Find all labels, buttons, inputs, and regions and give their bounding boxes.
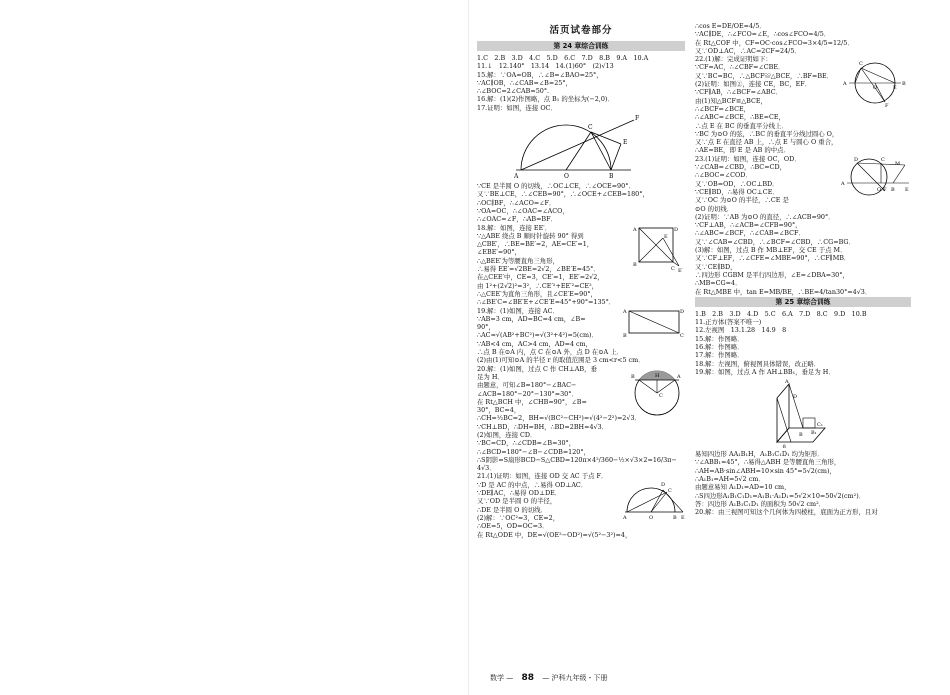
text-line: ∴A₁B₁=AH=5√2 cm． xyxy=(695,475,765,484)
text-line: 11.↓ 12.140° 13.14 14.(1)60° (2)√13 xyxy=(477,62,614,71)
svg-text:O: O xyxy=(877,186,882,193)
text-line: ∴∠BOC=∠COD． xyxy=(695,171,752,180)
text-line: (2)由(1)可知⊙A 的半径 r 的取值范围是 3 cm<r<5 cm． xyxy=(477,356,645,365)
svg-text:F: F xyxy=(635,115,640,123)
text-line: ∠EBE′=90°， xyxy=(477,248,521,257)
svg-text:F: F xyxy=(883,186,887,193)
text-line: 由题意易知 A₁D₁=AD=10 cm， xyxy=(695,483,791,492)
q18-figure xyxy=(633,224,685,274)
text-line: (2)证明：如图②，连接 CE，BC，EF． xyxy=(695,80,812,89)
svg-text:B: B xyxy=(799,432,803,439)
text-line: 又∵∠CAB=∠CBD，∴∠BCF=∠CBD，∴CG=BG． xyxy=(695,237,855,246)
svg-text:C: C xyxy=(680,332,684,339)
svg-text:F: F xyxy=(885,103,889,108)
q22-figure xyxy=(839,55,911,107)
text-line: 又∵OD⊥AC，∴AC=2CF=24/5． xyxy=(695,46,801,55)
chapter-25-bar: 第 25 章综合训练 xyxy=(695,297,911,307)
footer-subject: 数学 xyxy=(490,674,504,682)
right-column xyxy=(695,22,911,667)
svg-text:O: O xyxy=(564,173,569,181)
text-line: ∵CF⊥AB，∴∠ACB=∠CFB=90°， xyxy=(695,221,802,230)
page-footer: 数学 — 88 — 沪科九年级・下册 xyxy=(490,673,608,683)
text-line: 在△CEE′中，CE=3，CE′=1，EE′=2√2， xyxy=(477,273,604,282)
text-line: 又∵点 E 在直径 AB 上，∴点 E 与圆心 O 重合， xyxy=(695,138,838,147)
text-line: ∴CH=½BC=2，BH=√(BC²−CH²)=√(4²−2²)=2√3． xyxy=(477,414,641,423)
text-line: 11.正方体(答案不唯一) xyxy=(695,318,762,327)
text-line: ∵CH⊥BD，∴DH=BH，∴BD=2BH=4√3． xyxy=(477,422,609,431)
svg-text:B: B xyxy=(902,81,906,88)
section-title: 活页试卷部分 xyxy=(549,25,613,36)
text-line: ∵AC∥DE，∴∠FCO=∠E，∴cos∠FCO=4/5． xyxy=(695,30,831,39)
text-line: ∵AB<4 cm，AC>4 cm，AD=4 cm， xyxy=(477,339,593,348)
svg-text:D: D xyxy=(674,226,679,233)
text-line: 4√3． xyxy=(477,464,496,473)
text-line: ∴△BEE′为等腰直角三角形， xyxy=(477,256,559,265)
text-line: ∴点 E 在 BC 的垂直平分线上． xyxy=(695,121,788,130)
text-line: 由 1²+(2√2)²=3²，∴CE′²+EE′²=CE²， xyxy=(477,281,599,290)
text-line: 又∵OD 是半圆 O 的半径， xyxy=(477,497,557,506)
text-line: ∠ACB=180°−20°−130°=30°． xyxy=(477,389,578,398)
text-line: ∵∠CAB=∠CBD，∴BC=CD， xyxy=(695,163,786,172)
svg-text:A: A xyxy=(514,173,519,181)
text-line: ∵CE 是半圆 O 的切线，∴OC⊥CE，∴∠OCE=90°． xyxy=(477,182,635,191)
svg-text:E: E xyxy=(893,85,897,92)
text-line: (2)解：∵OC²=3，CE=2， xyxy=(477,513,560,522)
text-line: 12.左视图 13.1.28 14.9 8 xyxy=(695,326,787,335)
svg-text:C₁: C₁ xyxy=(817,422,823,429)
text-line: 30°，BC=4， xyxy=(477,406,521,415)
q17-figure xyxy=(506,114,656,180)
svg-text:H: H xyxy=(655,372,660,379)
text-line: 20.解：由三视图可知这个几何体为四棱柱，底面为正方形，且对 xyxy=(695,508,878,517)
svg-text:C: C xyxy=(881,156,885,163)
svg-text:M: M xyxy=(895,160,901,167)
svg-text:A: A xyxy=(623,515,627,521)
svg-text:D: D xyxy=(854,156,859,163)
text-line: 19.解：如图，过点 A 作 AH⊥BB₁，垂足为 H． xyxy=(695,367,835,376)
text-line: 1.C 2.B 3.D 4.C 5.D 6.C 7.D 8.B 9.A 10.A xyxy=(477,54,649,62)
q17-solution xyxy=(477,182,685,223)
svg-text:C: C xyxy=(671,265,675,272)
text-line: ∴DE 是半圆 O 的切线． xyxy=(477,505,547,514)
text-line: ∴AC=√(AB²+BC²)=√(3²+4²)=5(cm)． xyxy=(477,331,598,340)
text-line: ∴△CEE′为直角三角形，且∠CE′E=90°， xyxy=(477,289,597,298)
text-line: 又∵OC 为⊙O 的半径，∴CE 是 xyxy=(695,196,789,205)
text-line: 22.(1)解：完成证明如下： xyxy=(695,55,772,64)
chapter-25-answers xyxy=(695,310,911,376)
text-line: ∴S四边形A₁B₁C₁D₁=A₁B₁·A₁D₁=5√2×10=50√2(cm²)． xyxy=(695,491,866,500)
text-line: ∴AE=BE，即 E 是 AB 的中点． xyxy=(695,146,790,155)
text-line: 16.解：作图略． xyxy=(695,342,744,351)
text-line: 又∵CF⊥EF，∴∠CFE=∠MBE=90°，∴CF∥MB． xyxy=(695,254,851,263)
text-line: 足为 H． xyxy=(477,372,504,381)
text-line: 15.解：作图略． xyxy=(695,334,744,343)
text-line: ⊙O 的切线． xyxy=(695,204,734,213)
footer-book: 沪科九年级・下册 xyxy=(551,674,608,682)
svg-text:A: A xyxy=(785,379,789,386)
svg-text:A: A xyxy=(677,373,681,380)
text-line: 15.解：∵OA=OB，∴∠B=∠BAO=25°， xyxy=(477,70,603,79)
text-line: ∴∠ABC=∠BCF，∴∠CAB=∠BCF． xyxy=(695,229,805,238)
q23-figure xyxy=(839,155,911,199)
text-line: ∴AH=AB·sin∠ABH=10×sin 45°=5√2(cm)， xyxy=(695,466,836,475)
q20-figure xyxy=(629,365,685,417)
text-line: ∴∠BCF=∠BCE， xyxy=(695,104,751,113)
svg-text:C: C xyxy=(668,488,672,495)
svg-text:D: D xyxy=(680,308,685,315)
text-line: 18.解：左视图，俯视图具体错误，改正略． xyxy=(695,359,821,368)
text-line: ∴∠BCD=180°−∠B−∠CDB=120°， xyxy=(477,447,590,456)
page-number: 88 xyxy=(521,673,534,683)
svg-text:B: B xyxy=(633,261,637,268)
svg-text:C: C xyxy=(588,124,593,132)
text-line: 又∵OB=OD，∴OC⊥BD． xyxy=(695,179,779,188)
text-line: ∵DE∥AC，∴易得 OD⊥DE． xyxy=(477,489,562,498)
text-line: 23.(1)证明：如图，连接 OC，OD． xyxy=(695,154,801,163)
svg-text:D: D xyxy=(793,394,798,401)
text-line: 17.解：作图略． xyxy=(695,351,744,360)
svg-text:C: C xyxy=(659,392,663,399)
text-line: ∴点 B 在⊙A 内，点 C 在⊙A 外，点 D 在⊙A 上． xyxy=(477,348,623,357)
text-line: ∵OA=OC，∴∠OAC=∠ACO， xyxy=(477,206,569,215)
svg-text:A: A xyxy=(841,180,845,187)
text-line: 答：四边形 A₁B₁C₁D₁ 的面积为 50√2 cm²． xyxy=(695,499,826,508)
svg-text:B: B xyxy=(673,515,677,521)
svg-text:E: E xyxy=(905,186,909,193)
text-line: ∵BC 为⊙O 的弦，∴BC 的垂直平分线过圆心 O， xyxy=(695,129,839,138)
svg-text:B: B xyxy=(609,173,614,181)
chapter-24-answers xyxy=(477,54,685,112)
svg-text:A: A xyxy=(623,308,627,315)
text-line: 又∵BC=BC，∴△BCF≌△BCE，∴BF=BE． xyxy=(695,71,834,80)
text-line: ∴S阴影=S扇形BCD−S△CBD=120π×4²/360−½×√3×2=16/3π− xyxy=(477,455,677,464)
text-line: 在 Rt△MBE 中，tan E=MB/BE，∴BE=4/tan30°=4√3． xyxy=(695,287,872,296)
svg-text:B: B xyxy=(623,332,627,339)
text-line: ∴易得 EE′=√2BE=2√2，∠BE′E=45°． xyxy=(477,265,600,274)
svg-text:A: A xyxy=(633,226,637,233)
text-line: ∴OC∥BF，∴∠ACO=∠F． xyxy=(477,198,556,207)
text-line: ∵AC∥OB，∴∠CAB=∠B=25°， xyxy=(477,78,572,87)
svg-text:O: O xyxy=(873,85,878,92)
svg-text:D: D xyxy=(661,482,666,489)
text-line: 在 Rt△COF 中，CF=OC·cos∠FCO=3×4/5=12/5． xyxy=(695,38,854,47)
text-line: △CBE′，∴BE=BE′=2，AE=CE′=1， xyxy=(477,240,594,249)
text-line: ∴四边形 CGBM 是平行四边形，∠E=∠DBA=30°， xyxy=(695,270,849,279)
text-line: 1.B 2.B 3.D 4.D 5.C 6.A 7.D 8.C 9.D 10.B xyxy=(695,309,867,318)
text-line: 由(1)知△BCF≌△BCE， xyxy=(695,96,767,105)
text-line: ∴∠ABC=∠BCE，∴BE=CE， xyxy=(695,113,785,122)
text-line: ∵AB=3 cm，AD=BC=4 cm，∠B= xyxy=(477,314,586,323)
text-line: 又∵CE∥BD， xyxy=(695,262,737,271)
text-line: ∴cos E=DE/OE=4/5． xyxy=(695,22,766,30)
svg-text:E: E xyxy=(681,515,685,521)
text-line: ∵D 是 AC 的中点，∴易得 OD⊥AC． xyxy=(477,480,588,489)
svg-text:A: A xyxy=(843,81,847,88)
text-line: (2)证明：∵AB 为⊙O 的直径，∴∠ACB=90°． xyxy=(695,212,835,221)
text-line: ∵CF∥AB，∴∠BCF=∠ABC． xyxy=(695,88,783,97)
text-line: 18.解：如图，连接 EE′． xyxy=(477,223,552,232)
text-line: ∵△ABE 绕点 B 顺时针旋转 90° 得到 xyxy=(477,231,584,240)
text-line: (3)解：如图，过点 B 作 MB⊥EF，交 CE 于点 M． xyxy=(695,246,847,255)
svg-text:E: E xyxy=(623,139,628,147)
svg-text:B: B xyxy=(631,373,635,380)
text-line: 17.证明：如图，连接 OC． xyxy=(477,103,557,112)
svg-text:O: O xyxy=(649,515,654,521)
text-line: ∴∠BOC=2∠CAB=50°. xyxy=(477,87,550,96)
svg-text:β: β xyxy=(783,444,786,449)
text-line: 19.解：(1)如图，连接 AC． xyxy=(477,306,559,315)
text-line: ∴∠OAC=∠F，∴AB=BF． xyxy=(477,215,557,224)
text-line: (2)如图，连接 CD． xyxy=(477,430,537,439)
text-line: 20.解：(1)如图，过点 C 作 CH⊥AB，垂 xyxy=(477,364,597,373)
text-line: 90°， xyxy=(477,323,495,332)
text-line: ∵BC=CD，∴∠CDB=∠B=30°， xyxy=(477,439,576,448)
chapter-24-bar: 第 24 章综合训练 xyxy=(477,41,685,51)
q19-prism-figure xyxy=(763,378,843,448)
svg-text:E′: E′ xyxy=(678,267,683,274)
text-line: ∵CF=AC，∴∠CBF=∠CBE． xyxy=(695,63,785,72)
text-line: 21.(1)证明：如图，连接 OD 交 AC 于点 F． xyxy=(477,472,608,481)
text-line: ∴MB=CG=4． xyxy=(695,279,742,288)
svg-text:B: B xyxy=(891,186,895,193)
svg-text:B₁: B₁ xyxy=(811,430,817,437)
binding-margin xyxy=(468,0,469,695)
text-line: 由题意，可知∠B=180°−∠BAC− xyxy=(477,381,577,390)
text-line: ∴∠BE′C=∠BE′E+∠CE′E=45°+90°=135°． xyxy=(477,298,616,307)
left-column xyxy=(477,26,685,666)
text-line: ∵CE∥BD，∴易得 OC⊥CE． xyxy=(695,187,779,196)
q21-continued xyxy=(695,22,911,55)
text-line: 又∵BE⊥CE，∴∠CEB=90°，∴∠OCE+∠CEB=180°， xyxy=(477,190,649,199)
text-line: 易知四边形 AA₁B₁H，A₁B₁C₁D₁ 均为矩形． xyxy=(695,450,824,459)
q21-figure xyxy=(623,472,685,520)
text-line: 在 Rt△BCH 中，∠CHB=90°，∠B= xyxy=(477,397,587,406)
svg-text:C: C xyxy=(859,61,863,68)
text-line: 16.解：(1)(2)作图略，点 B₁ 的坐标为(−2,0)． xyxy=(477,95,614,104)
q19-ch25-solution xyxy=(695,450,911,516)
svg-text:E: E xyxy=(664,233,668,240)
text-line: 在 Rt△ODE 中，DE=√(OE²−OD²)=√(5²−3²)=4， xyxy=(477,530,632,539)
text-line: ∴OE=5，OD=OC=3． xyxy=(477,522,549,531)
text-line: ∵∠ABB₁=45°，∴易得△ABH 是等腰直角三角形， xyxy=(695,458,841,467)
q19-figure xyxy=(623,307,685,339)
